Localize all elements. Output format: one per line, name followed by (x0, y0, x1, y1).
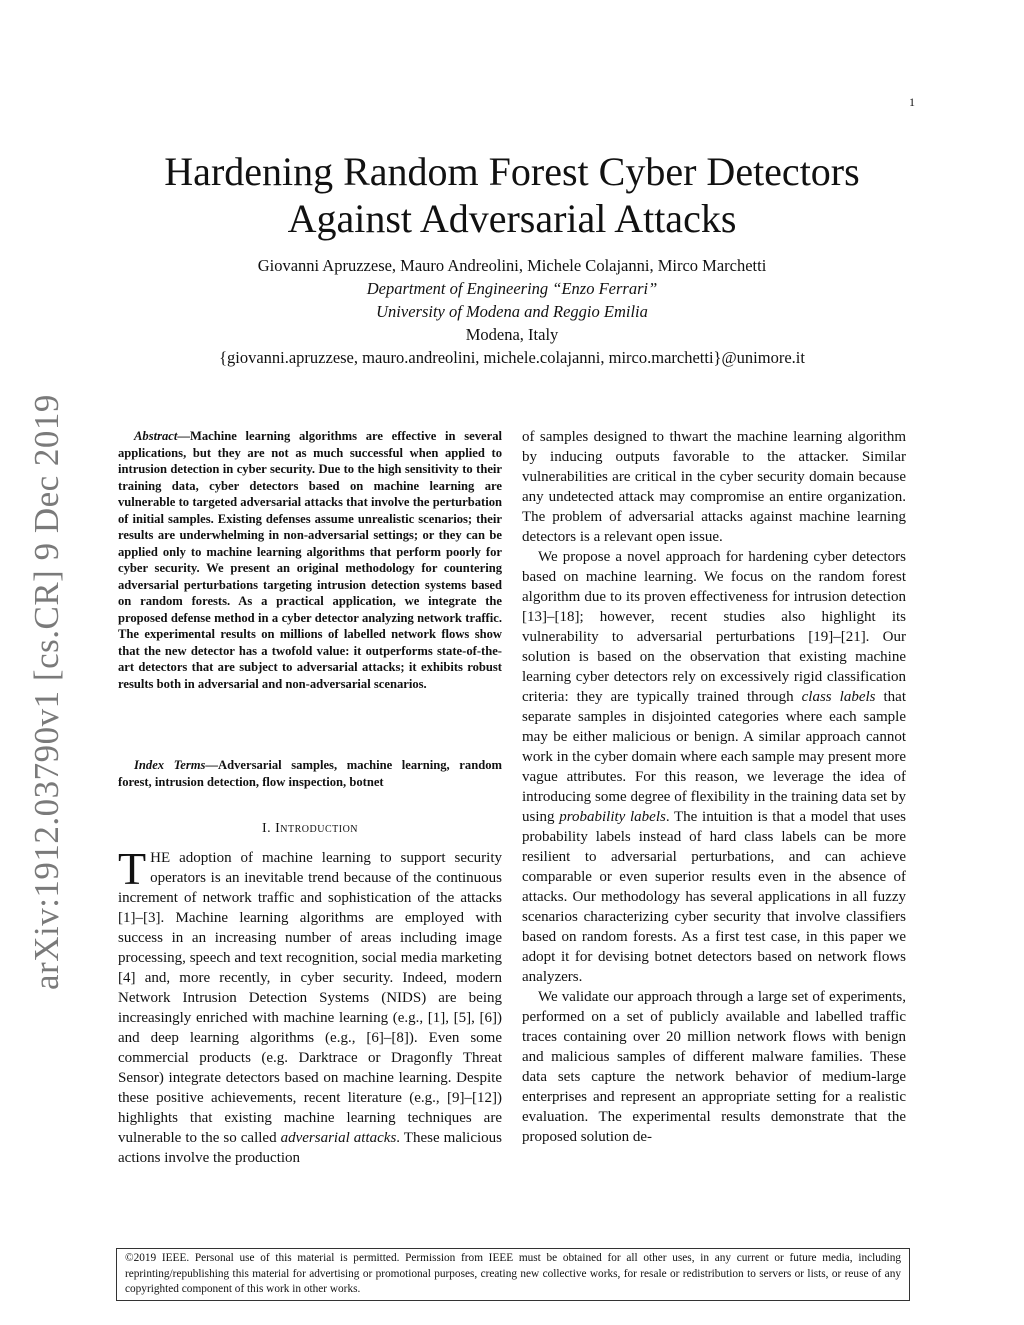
right-paragraph-1 (522, 547, 906, 987)
authors: Giovanni Apruzzese, Mauro Andreolini, Michele Colajanni, Mirco Marchetti (257, 256, 767, 275)
drop-cap: T (118, 843, 147, 894)
section-heading (118, 821, 502, 837)
university: University of Modena and Reggio Emilia (376, 302, 648, 321)
title-line-2: Against Adversarial Attacks (287, 196, 737, 241)
abstract-text: —Machine learning algorithms are effective in several applications, but they are not as much successful when applied to intrusion detection in cyber security. Due to the high sensitivity to their training data, cyber detectors based on machine learning are vulnerable to targeted adversarial attacks that involve the perturbation of initial samples. Existing defenses assume unrealistic scenarios; their results are underwhelming in non-adversarial settings; or they can be applied only to machine learning algorithms that perform poorly for cyber security. We present an original methodology for countering adversarial perturbations targeting intrusion detection systems based on random forests. As a practical application, we integrate the proposed defense method in a cyber detector analyzing network traffic. The experimental results on millions of labelled network flows show that the new detector has a twofold value: it outperforms state-of-the-art detectors that are subject to adversarial attacks; it exhibits robust results both in adversarial and non-adversarial scenarios. (118, 429, 502, 691)
title-line-1: Hardening Random Forest Cyber Detectors (164, 149, 860, 194)
arxiv-stamp: arXiv:1912.03790v1 [cs.CR] 9 Dec 2019 (27, 394, 66, 990)
rp1-emphasis-1: class labels (801, 689, 876, 705)
right-paragraph-2: We validate our approach through a large set of experiments, performed on a set of publicly available and labelled traffic traces containing over 20 million network flows with benign and malicious samples of different malware families. These data sets capture the network behavior of medium-large enterprises and represent an appropriate setting for a realistic evaluation. The experimental results demonstrate that the proposed solution de- (522, 989, 906, 1145)
intro-text-b: . These malicious actions involve the production (118, 1130, 502, 1166)
rp1-emphasis-2: probability labels (559, 809, 666, 825)
abstract (118, 428, 502, 692)
intro-paragraph (118, 843, 502, 1168)
location: Modena, Italy (465, 325, 559, 344)
index-terms-label: Index Terms (134, 758, 206, 772)
abstract-label: Abstract (134, 429, 178, 443)
index-terms-text: —Adversarial samples, machine learning, random forest, intrusion detection, flow inspection, botnet (118, 758, 502, 789)
intro-emphasis: adversarial attacks (280, 1130, 397, 1146)
emails: {giovanni.apruzzese, mauro.andreolini, michele.colajanni, mirco.marchetti}@unimore.it (219, 348, 805, 367)
introduction-text (118, 843, 502, 1168)
copyright-notice: ©2019 IEEE. Personal use of this material is permitted. Permission from IEEE must be obtained for all other uses, in any current or future media, including reprinting/republishing this material for advertising or promotional purposes, creating new collective works, for resale or redistribution to servers or lists, or reuse of any copyrighted component of this work in other works. (116, 1248, 910, 1301)
page-number: 1 (909, 95, 915, 109)
author-block (100, 254, 924, 369)
rp1-text-b: that separate samples in disjointed categories where each sample may be either malicious or benign. A similar approach cannot work in the cyber domain where each sample may present more vague attributes. For this reason, we leverage the idea of introducing some degree of flexibility in the training data set by using (522, 689, 906, 825)
section-number: I. (261, 821, 272, 836)
section-title: Introduction (275, 821, 359, 836)
right-column-text (522, 427, 906, 1147)
rp1-text-a: We propose a novel approach for hardening cyber detectors based on machine learning. We focus on the random forest algorithm due to its proven effectiveness for intrusion detection [13]–[18]; however, recent studies also highlight its vulnerability to adversarial perturbations [19]–[21]. Our solution is based on the observation that existing machine learning cyber detectors rely on excessively rigid classification criteria: they are typically trained through (522, 549, 906, 705)
rp1-text-c: . The intuition is that a model that uses probability labels instead of hard class labels can be more resilient to adversarial perturbations, and can achieve comparable or even superior results even in the absence of attacks. Our methodology has several applications in all fuzzy scenarios characterizing cyber security that involve classifiers based on random forests. As a first test case, in this paper we adopt it for devising botnet detectors based on network flows analyzers. (522, 809, 906, 985)
paper-title (100, 148, 924, 242)
right-paragraph-0: of samples designed to thwart the machine learning algorithm by inducing outputs favorable to the attacker. Similar vulnerabilities are critical in the cyber security domain because any undetected attack may compromise an entire organization. The problem of adversarial attacks against machine learning detectors is a relevant open issue. (522, 429, 906, 545)
index-terms (118, 757, 502, 790)
department: Department of Engineering “Enzo Ferrari” (366, 279, 658, 298)
intro-text-a: HE adoption of machine learning to support security operators is an inevitable trend because of the continuous increment of network traffic and sophistication of the attacks [1]–[3]. Machine learning algorithms are employed with success in an increasing number of areas including image processing, speech and text recognition, social media marketing [4] and, more recently, in cyber security. Indeed, modern Network Intrusion Detection Systems (NIDS) are being increasingly enriched with machine learning (e.g., [1], [5], [6]) and deep learning algorithms (e.g., [6]–[8]). Even some commercial products (e.g. Darktrace or Dragonfly Threat Sensor) integrate detectors based on machine learning. Despite these positive achievements, recent literature (e.g., [9]–[12]) highlights that existing machine learning techniques are vulnerable to the so called (118, 850, 502, 1146)
